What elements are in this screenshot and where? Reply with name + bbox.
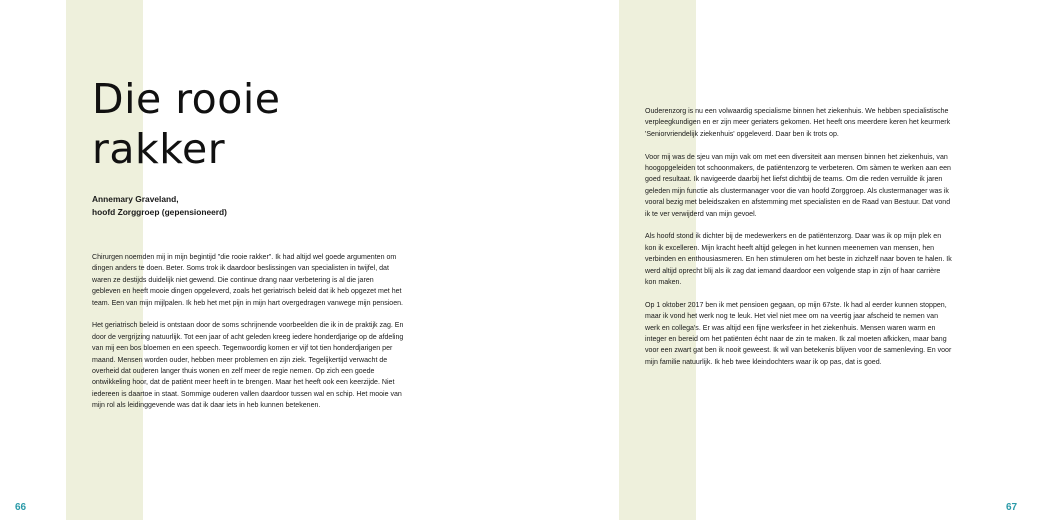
body-paragraph: Op 1 oktober 2017 ben ik met pensioen gegaan, op mijn 67ste. Ik had al eerder kunnen stoppen, maar ik vond het werk nog te leuk. Het viel niet mee om na veertig jaar afscheid te nemen van werk en collega's. Er was altijd een fijne werksfeer in het ziekenhuis. Mensen waren warm en integer en bereid om het patiënten écht naar de zin te maken. Ik zal moeten afkicken, maar bang voor een zwart gat ben ik nooit geweest. Ik wil van betekenis blijven voor de samenleving. En voor mijn familie natuurlijk. Ik heb twee kleindochters waar ik op pas, dat is goed. [645,301,952,366]
page-number-left: 66 [15,502,27,513]
page-number-right: 67 [1006,502,1018,513]
right-body-column [645,106,953,380]
left-body-column [92,252,404,423]
body-paragraph: Ouderenzorg is nu een volwaardig specialisme binnen het ziekenhuis. We hebben specialistische verpleegkundigen en er zijn meer geriaters gekomen. Het heeft ons meerdere keren het keurmerk 'Seniorvriendelijk ziekenhuis' opgeleverd. Daar ben ik trots op. [645,108,951,138]
author-name: Annemary Graveland, [92,194,179,204]
body-paragraph: Het geriatrisch beleid is ontstaan door de soms schrijnende voorbeelden die ik in de praktijk zag. En door de vergrijzing natuurlijk. Tot een jaar of acht geleden kreeg iedere honderdjarige op de afdeling van mij een bos bloemen en een speech. Tegenwoordig komen er vijf tot tien honderdjarigen per maand. Mensen worden ouder, hebben meer problemen en zijn ziek. Tegelijkertijd verwacht de overheid dat ouderen langer thuis wonen en zelf meer de regie nemen. Op zich een goede ontwikkeling hoor, dat de patiënt meer heeft in te brengen. Maar het heeft ook een keerzijde. Niet iedereen is daartoe in staat. Sommige ouderen vallen daardoor tussen wal en schip. Het mooie van mijn rol als leidinggevende was dat ik daar iets in heb kunnen betekenen. [92,322,404,410]
body-paragraph: Voor mij was de sjeu van mijn vak om met een diversiteit aan mensen binnen het ziekenhuis, van hoogopgeleiden tot schoonmakers, de patiëntenzorg te verbeteren. Om sàmen te werken aan een goed resultaat. Ik navigeerde daarbij het liefst dichtbij de teams. Om die reden verruilde ik jaren geleden mijn functie als clustermanager voor die van hoofd Zorggroep. Als clustermanager was ik vooral bezig met beleidszaken en afstemming met specialisten en de Raad van Bestuur. Dat vond ik te ver verwijderd van mijn gevoel. [645,153,951,218]
title-line-2: rakker [92,125,226,173]
title-line-1: Die rooie [92,75,281,123]
author-role: hoofd Zorggroep (gepensioneerd) [92,206,227,217]
page-title [92,74,412,174]
body-paragraph: Als hoofd stond ik dichter bij de medewerkers en de patiëntenzorg. Daar was ik op mijn plek en kon ik excelleren. Mijn kracht heeft altijd gelegen in het kunnen meenemen van mensen, hen verbinden en enthousiasmeren. En hen stimuleren om het beste in zichzelf naar boven te halen. Ik werd altijd oprecht blij als ik zag dat iemand daardoor een volgende stap in zijn of haar carrière kon maken. [645,233,952,287]
body-paragraph: Chirurgen noemden mij in mijn begintijd "die rooie rakker". Ik had altijd wel goede argumenten om dingen anders te doen. Beter. Soms trok ik daardoor beslissingen van specialisten in twijfel, dat waren ze destijds duidelijk niet gewend. Die continue drang naar verbetering is al die jaren gebleven en heeft mooie dingen opgeleverd, zoals het geriatrisch beleid dat ik heb opgezet met het team. Een van mijn mijlpalen. Ik heb het met pijn in mijn hart overgedragen vanwege mijn pensioen. [92,254,404,307]
author-block [92,193,412,218]
